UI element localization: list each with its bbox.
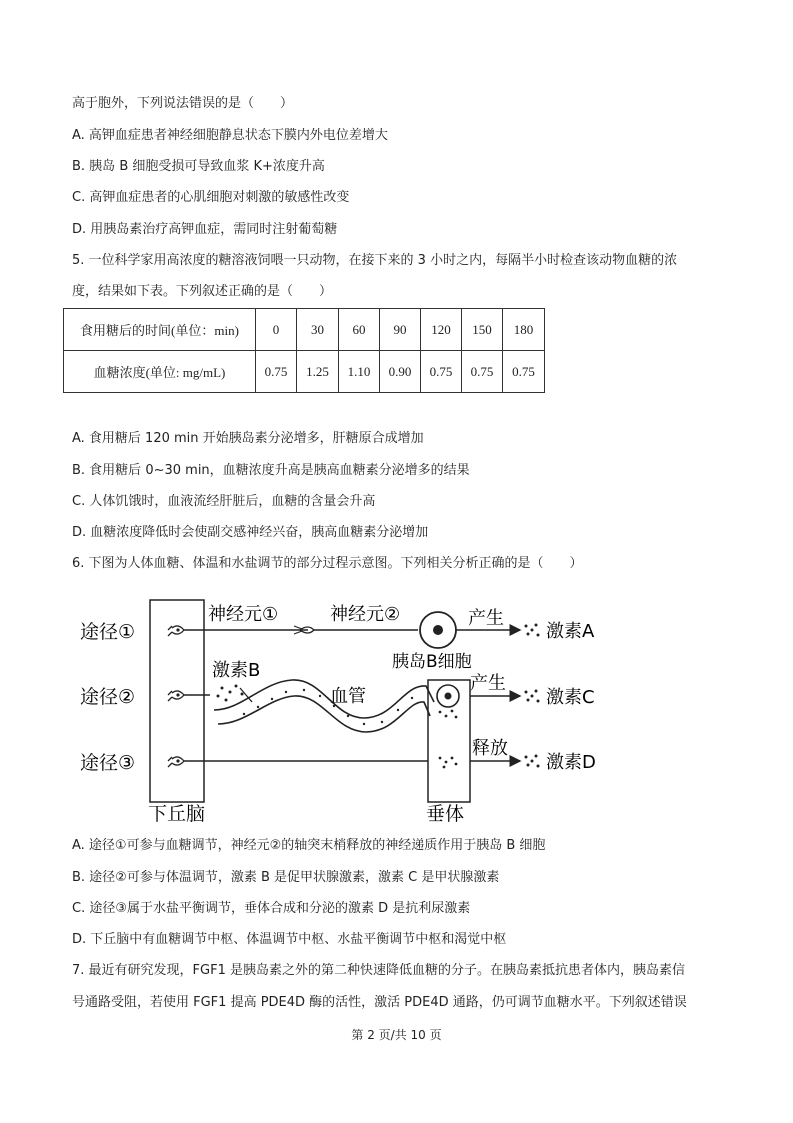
release-label: 释放 xyxy=(472,738,508,759)
q6-option-b: B. 途径②可参与体温调节，激素 B 是促甲状腺激素，激素 C 是甲状腺激素 xyxy=(72,870,500,885)
q5-stem-line2: 度，结果如下表。下列叙述正确的是（ ） xyxy=(72,284,333,299)
q5-option-b: B. 食用糖后 0~30 min，血糖浓度升高是胰高血糖素分泌增多的结果 xyxy=(72,463,470,478)
time-header-cell: 食用糖后的时间(单位：min) xyxy=(64,309,256,351)
neuron-icon xyxy=(168,626,184,636)
hormone-c-label: 激素C xyxy=(546,687,595,708)
q4-option-d: D. 用胰岛素治疗高钾血症，需同时注射葡萄糖 xyxy=(72,222,338,237)
produce-label-1: 产生 xyxy=(468,608,504,629)
neuron-icon xyxy=(168,691,184,701)
pituitary-dots xyxy=(439,710,458,719)
time-cell: 90 xyxy=(380,309,421,351)
table-row-glucose xyxy=(64,351,545,393)
path3-label: 途径③ xyxy=(80,752,136,774)
glucose-cell: 0.75 xyxy=(256,351,297,393)
glucose-cell: 0.75 xyxy=(462,351,503,393)
glucose-cell: 0.75 xyxy=(503,351,545,393)
q6-option-d: D. 下丘脑中有血糖调节中枢、体温调节中枢、水盐平衡调节中枢和渴觉中枢 xyxy=(72,932,507,947)
q7-stem-line1: 7. 最近有研究发现，FGF1 是胰岛素之外的第二种快速降低血糖的分子。在胰岛素抵抗患者体内，胰岛素信 xyxy=(72,963,685,978)
time-cell: 150 xyxy=(462,309,503,351)
q4-stem-tail: 高于胞外，下列说法错误的是（ ） xyxy=(72,96,294,111)
path1-label: 途径① xyxy=(80,621,136,643)
neuron2-label: 神经元② xyxy=(330,604,401,625)
blood-vessel-label: 血管 xyxy=(330,686,366,707)
glucose-cell: 0.90 xyxy=(380,351,421,393)
glucose-cell: 1.25 xyxy=(297,351,339,393)
time-cell: 0 xyxy=(256,309,297,351)
hormone-a-dots xyxy=(525,624,540,637)
islet-b-cell-icon xyxy=(420,612,456,648)
q4-option-a: A. 高钾血症患者神经细胞静息状态下膜内外电位差增大 xyxy=(72,128,388,143)
hormone-d-label: 激素D xyxy=(546,752,596,773)
hormone-b-label: 激素B xyxy=(212,660,261,681)
time-cell: 120 xyxy=(421,309,462,351)
time-cell: 60 xyxy=(339,309,380,351)
hypothalamus-label: 下丘脑 xyxy=(148,803,206,824)
path2-label: 途径② xyxy=(80,686,136,708)
q5-option-c: C. 人体饥饿时，血液流经肝脏后，血糖的含量会升高 xyxy=(72,494,376,509)
blood-vessel-outer xyxy=(214,680,434,718)
q5-option-a: A. 食用糖后 120 min 开始胰岛素分泌增多，肝糖原合成增加 xyxy=(72,431,424,446)
produce-label-2: 产生 xyxy=(470,673,506,694)
q6-stem: 6. 下图为人体血糖、体温和水盐调节的部分过程示意图。下列相关分析正确的是（ ） xyxy=(72,556,583,571)
glucose-header-cell: 血糖浓度(单位: mg/mL) xyxy=(64,351,256,393)
page-footer: 第 2 页/共 10 页 xyxy=(351,1028,442,1042)
q6-option-c: C. 途径③属于水盐平衡调节，垂体合成和分泌的激素 D 是抗利尿激素 xyxy=(72,901,471,916)
pituitary-release-dots xyxy=(439,757,458,769)
time-cell: 180 xyxy=(503,309,545,351)
q7-stem-line2: 号通路受阻，若使用 FGF1 提高 PDE4D 酶的活性，激活 PDE4D 通路，仍可调节血糖水平。下列叙述错误 xyxy=(72,995,687,1010)
q5-stem-line1: 5. 一位科学家用高浓度的糖溶液饲喂一只动物，在接下来的 3 小时之内，每隔半小时检查该动物血糖的浓 xyxy=(72,253,678,268)
q4-option-b: B. 胰岛 B 细胞受损可导致血浆 K+浓度升高 xyxy=(72,159,325,174)
hormone-c-dots xyxy=(525,690,540,703)
table-row-time xyxy=(64,309,545,351)
time-cell: 30 xyxy=(297,309,339,351)
hormone-b-dots xyxy=(217,685,244,702)
q6-option-a: A. 途径①可参与血糖调节，神经元②的轴突末梢释放的神经递质作用于胰岛 B 细胞 xyxy=(72,838,546,853)
vessel-hormone-dots xyxy=(243,689,413,725)
glucose-cell: 1.10 xyxy=(339,351,380,393)
glucose-cell: 0.75 xyxy=(421,351,462,393)
q4-option-c: C. 高钾血症患者的心肌细胞对刺激的敏感性改变 xyxy=(72,190,350,205)
hormone-d-dots xyxy=(525,755,540,768)
regulation-diagram xyxy=(72,592,632,824)
pituitary-label: 垂体 xyxy=(426,803,465,824)
hormone-a-label: 激素A xyxy=(546,621,595,642)
pituitary-cell-icon xyxy=(437,685,459,707)
islet-b-cell-label: 胰岛B细胞 xyxy=(392,652,472,672)
q5-option-d: D. 血糖浓度降低时会使副交感神经兴奋，胰高血糖素分泌增加 xyxy=(72,525,429,540)
blood-glucose-table xyxy=(63,308,545,393)
neuron-icon xyxy=(168,757,184,767)
neuron1-label: 神经元① xyxy=(208,604,279,625)
